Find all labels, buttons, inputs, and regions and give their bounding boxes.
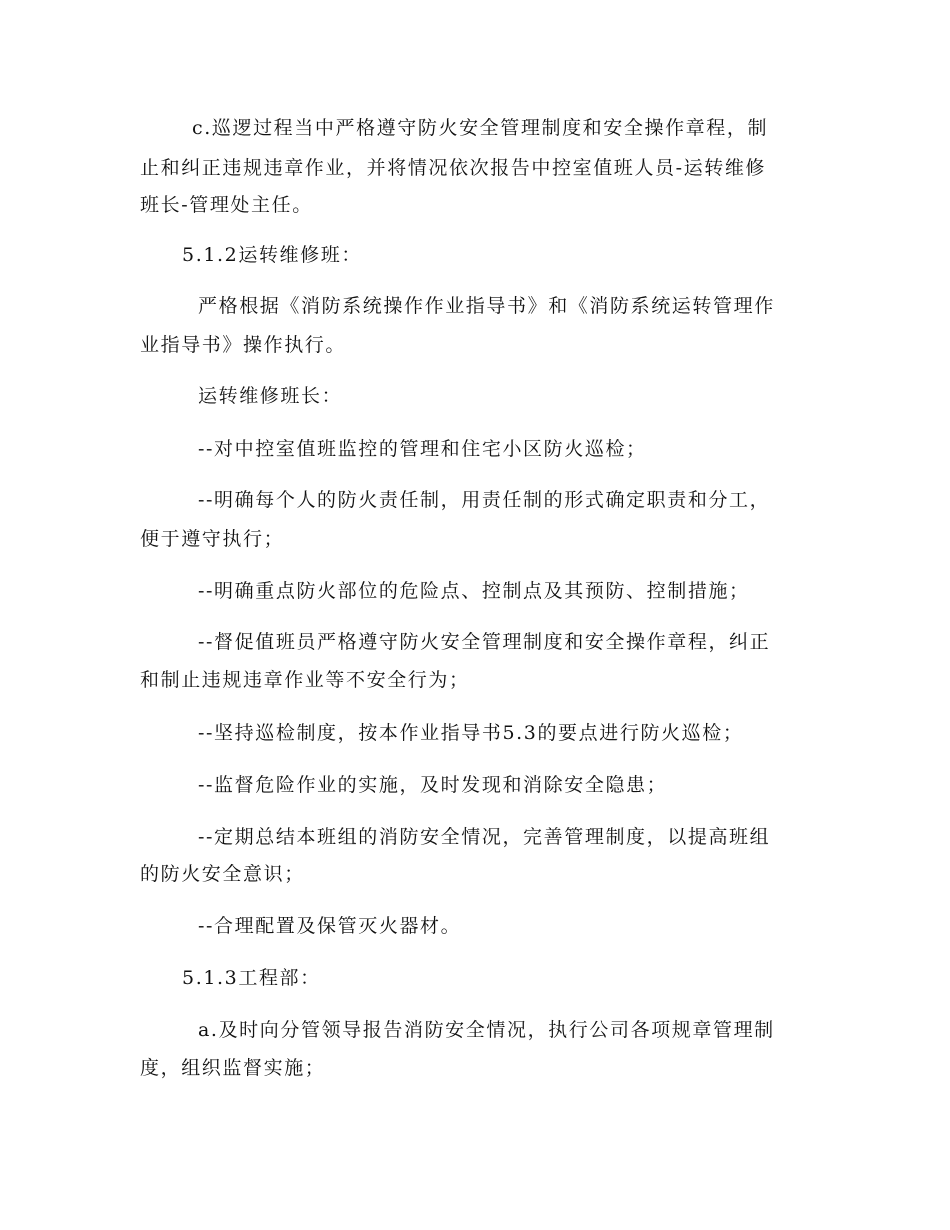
list-item: --督促值班员严格遵守防火安全管理制度和安全操作章程，纠正 [198,631,771,653]
section-heading: 5.1.3工程部： [182,967,321,989]
paragraph-line: 度，组织监督实施； [140,1057,326,1079]
list-item: --定期总结本班组的消防安全情况，完善管理制度，以提高班组 [198,826,771,848]
paragraph-line: 严格根据《消防系统操作作业指导书》和《消防系统运转管理作 [198,295,775,317]
subheading: 运转维修班长： [198,385,343,407]
list-item: --坚持巡检制度，按本作业指导书5.3的要点进行防火巡检； [198,722,744,744]
paragraph-line: c.巡逻过程当中严格遵守防火安全管理制度和安全操作章程，制 [192,117,769,139]
paragraph-line: a.及时向分管领导报告消防安全情况，执行公司各项规章管理制 [198,1019,775,1041]
paragraph-line: 止和纠正违规违章作业，并将情况依次报告中控室值班人员-运转维修 [140,157,767,179]
list-item-continuation: 便于遵守执行； [140,528,285,550]
list-item: --明确重点防火部位的危险点、控制点及其预防、控制措施； [198,580,750,602]
list-item-continuation: 和制止违规违章作业等不安全行为； [140,669,470,691]
list-item: --对中控室值班监控的管理和住宅小区防火巡检； [198,438,647,460]
list-item: --合理配置及保管灭火器材。 [198,915,462,937]
list-item: --明确每个人的防火责任制，用责任制的形式确定职责和分工， [198,489,771,511]
list-item-continuation: 的防火安全意识； [140,863,305,885]
section-heading: 5.1.2运转维修班： [182,244,362,266]
paragraph-line: 业指导书》操作执行。 [140,334,347,356]
paragraph-line: 班长-管理处主任。 [140,194,313,216]
list-item: --监督危险作业的实施，及时发现和消除安全隐患； [198,774,668,796]
